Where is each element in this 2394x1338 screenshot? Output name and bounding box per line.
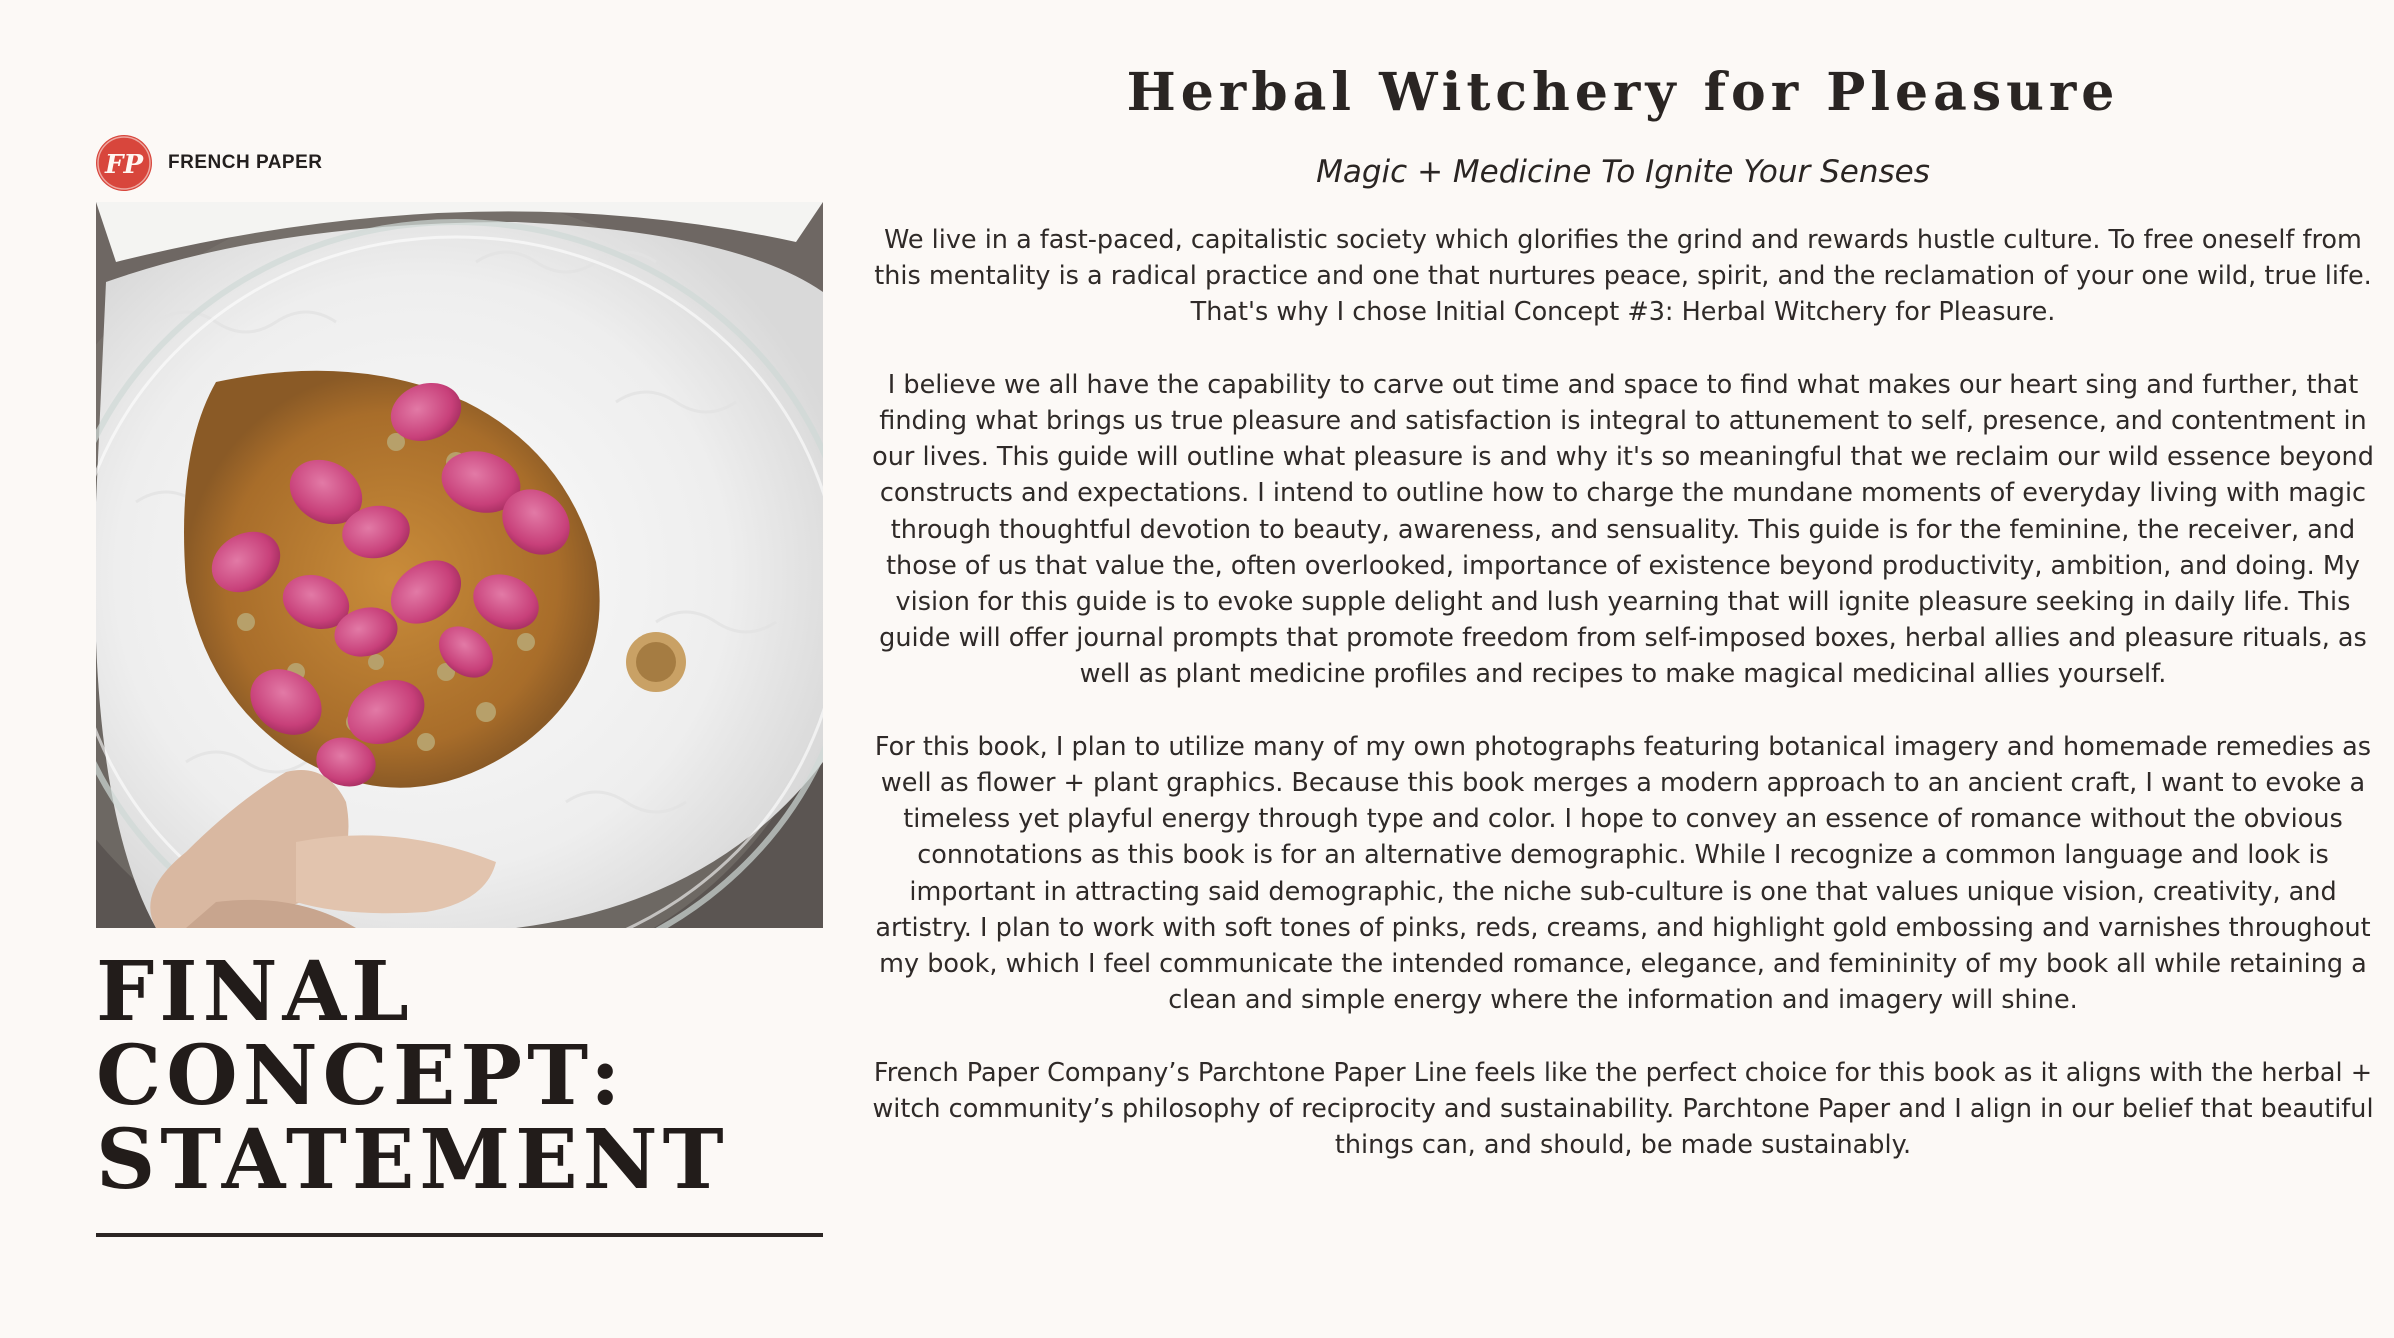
heading-line: FINAL bbox=[96, 944, 414, 1040]
botanical-photo bbox=[96, 202, 823, 928]
fp-monogram-icon bbox=[96, 135, 152, 191]
heading-divider bbox=[96, 1233, 823, 1237]
page-title: Herbal Witchery for Pleasure bbox=[1126, 62, 2120, 123]
statement-body bbox=[870, 222, 2376, 1199]
final-concept-heading bbox=[96, 944, 836, 1208]
page-subtitle: Magic + Medicine To Ignite Your Senses bbox=[1316, 154, 1930, 190]
statement-paragraph: French Paper Company’s Parchtone Paper Line feels like the perfect choice for this book as it aligns with the herbal + witch community’s philosophy of reciprocity and sustainability. Parchtone Paper and I align in our belief that beautiful things can, and should, be made sustainably. bbox=[872, 1057, 2374, 1161]
statement-paragraph: We live in a fast-paced, capitalistic society which glorifies the grind and rewards hustle culture. To free oneself from this mentality is a radical practice and one that nurtures peace, spirit, and the reclamation of your one wild, true life. That's why I chose Initial Concept #3: Herbal Witchery for Pleasure. bbox=[874, 225, 2372, 328]
logo-text: FRENCH PAPER bbox=[168, 152, 323, 173]
heading-line: CONCEPT: bbox=[96, 1028, 626, 1124]
statement-paragraph: For this book, I plan to utilize many of my own photographs featuring botanical imagery and homemade remedies as well as flower + plant graphics. Because this book merges a modern approach to an ancient craft, I want to evoke a timeless yet playful energy through type and color. I hope to convey an essence of romance without the obvious connotations as this book is for an alternative demographic. While I recognize a common language and look is important in attracting said demographic, the niche sub-culture is one that values unique vision, creativity, and artistry. I plan to work with soft tones of pinks, reds, creams, and highlight gold embossing and varnishes throughout my book, which I feel communicate the intended romance, elegance, and femininity of my book all while retaining a clean and simple energy where the information and imagery will shine. bbox=[874, 731, 2372, 1016]
heading-line: STATEMENT bbox=[96, 1112, 729, 1208]
french-paper-logo bbox=[96, 134, 323, 192]
statement-paragraph: I believe we all have the capability to carve out time and space to find what makes our heart sing and further, that finding what brings us true pleasure and satisfaction is integral to attunement to self, presence, and contentment in our lives. This guide will outline what pleasure is and why it's so meaningful that we reclaim our wild essence beyond constructs and expectations. I intend to outline how to charge the mundane moments of everyday living with magic through thoughtful devotion to beauty, awareness, and sensuality. This guide is for the feminine, the receiver, and those of us that value the, often overlooked, importance of existence beyond productivity, ambition, and doing. My vision for this guide is to evoke supple delight and lush yearning that will ignite pleasure seeking in daily life. This guide will offer journal prompts that promote freedom from self-imposed boxes, herbal allies and pleasure rituals, as well as plant medicine profiles and recipes to make magical medicinal allies yourself. bbox=[872, 369, 2374, 690]
logo-monogram-text: FP bbox=[104, 150, 144, 180]
